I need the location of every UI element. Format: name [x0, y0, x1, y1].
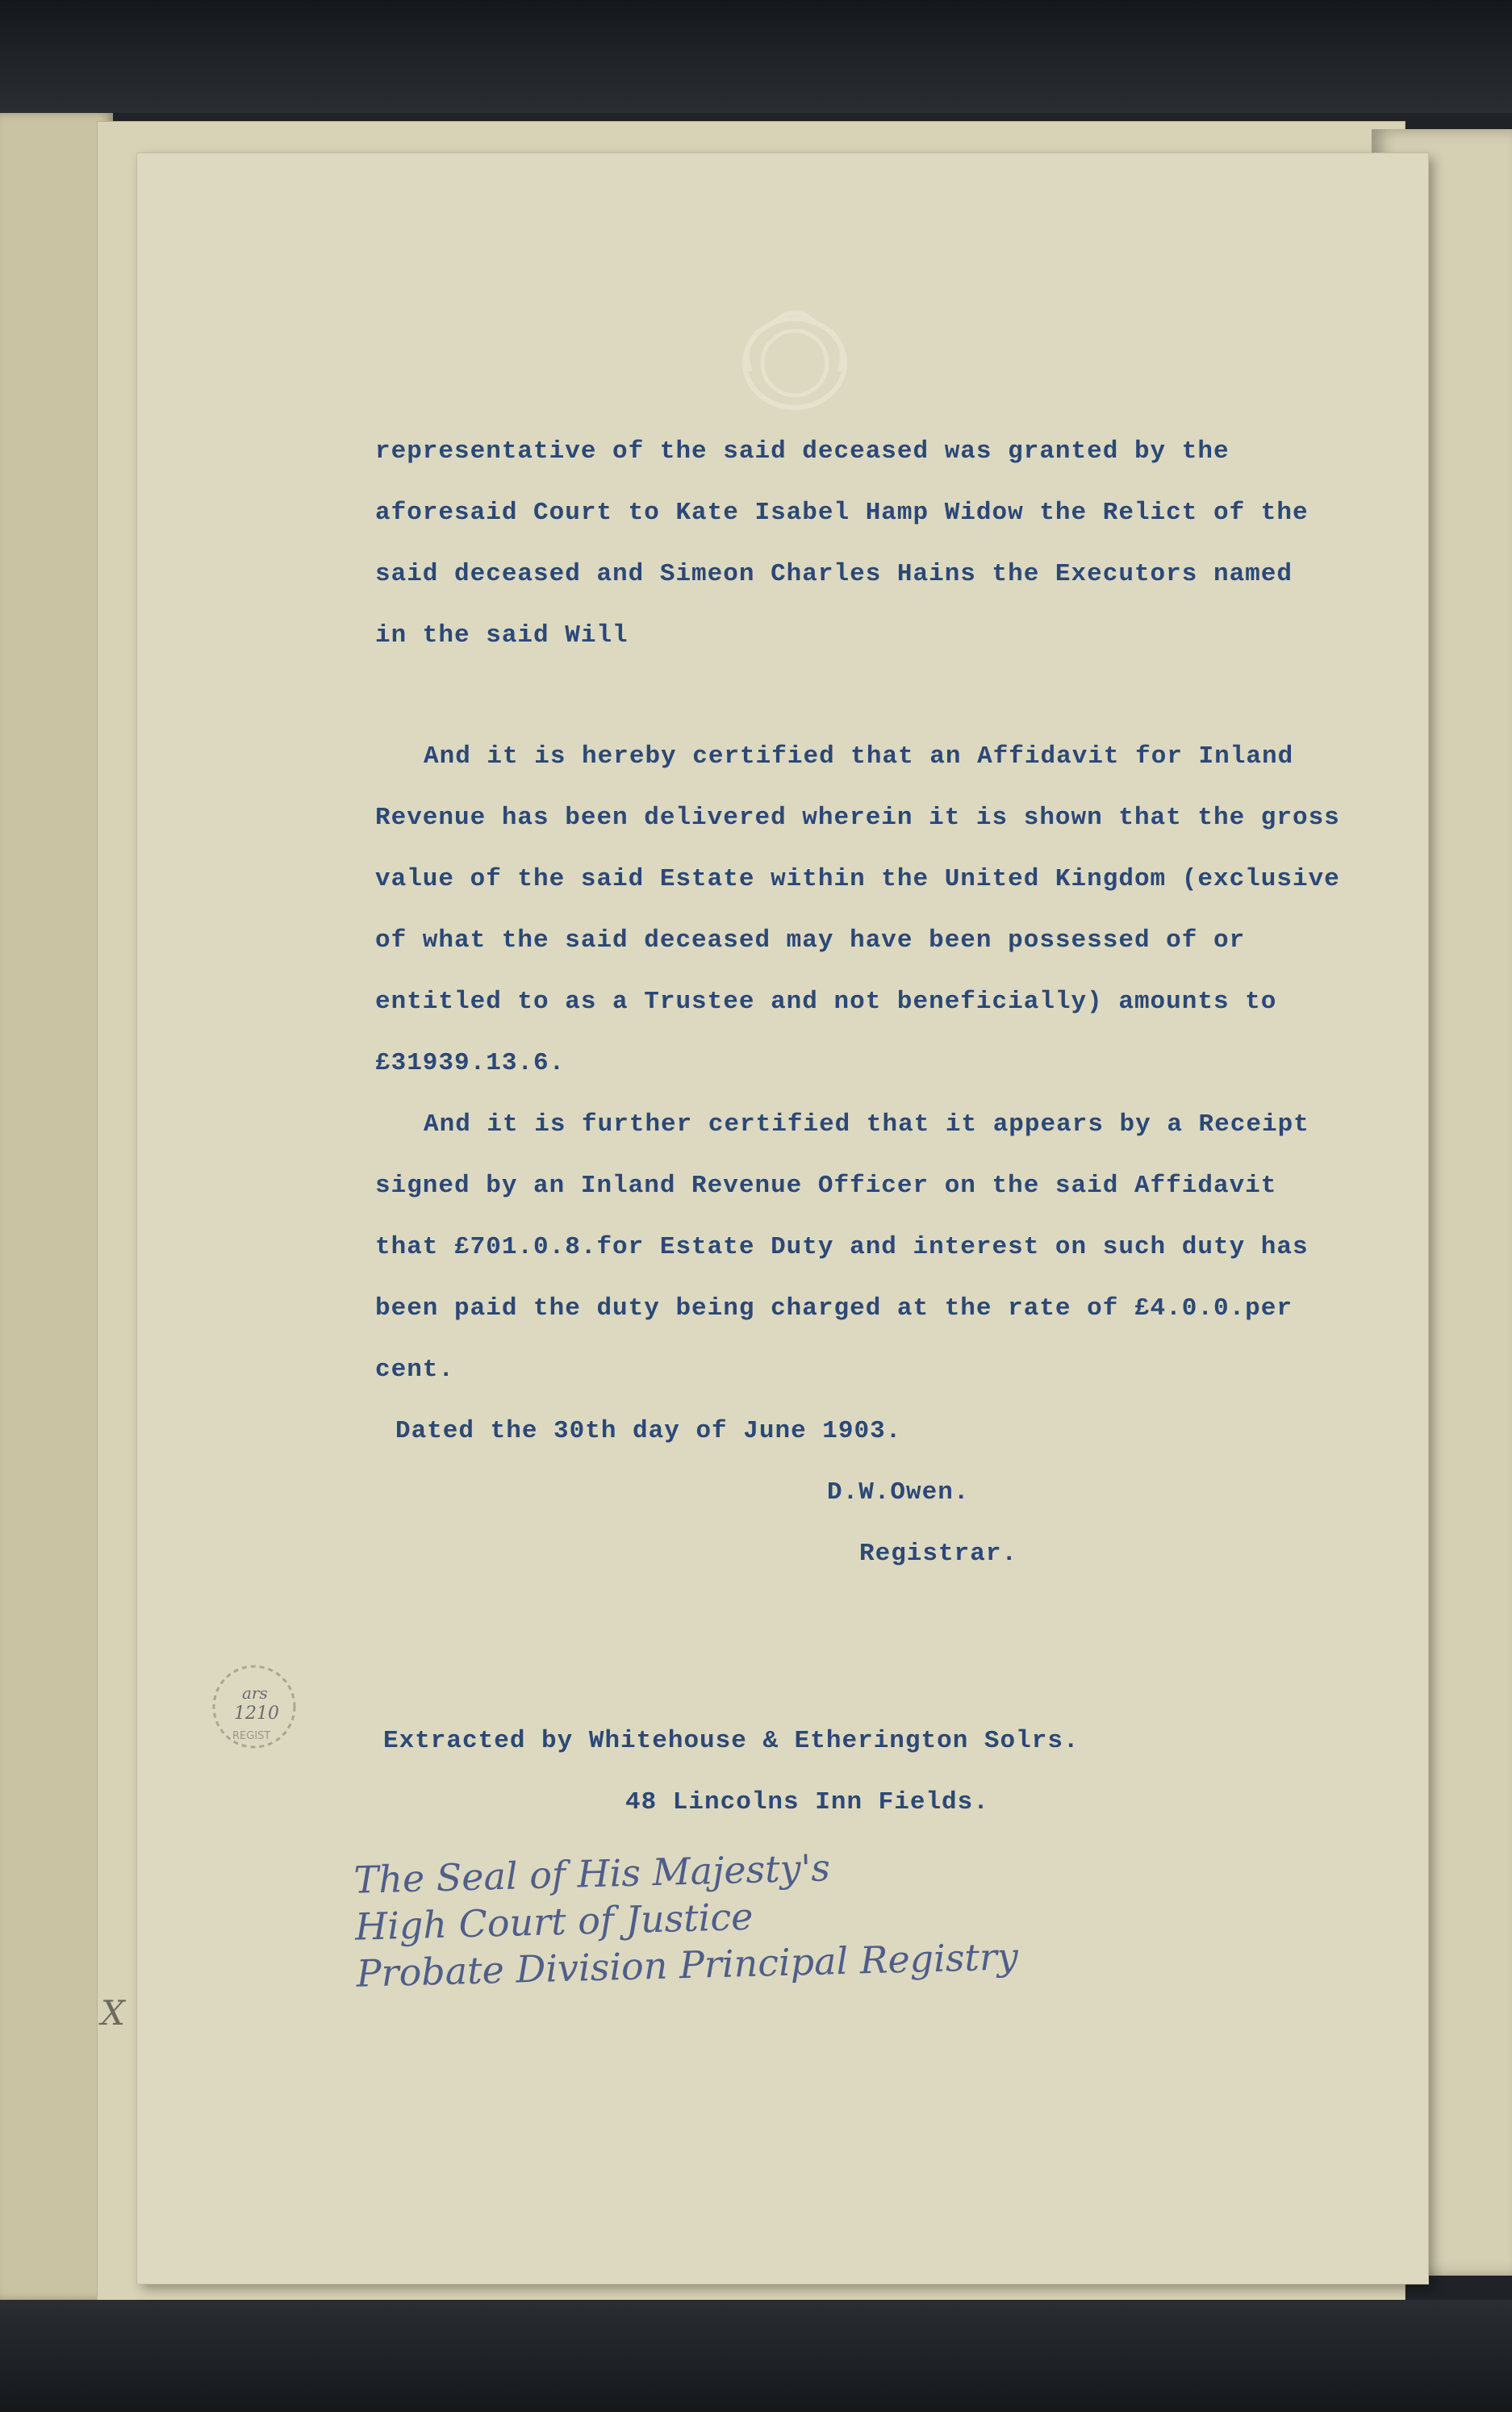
handwritten-seal-note — [353, 1839, 1019, 1996]
paragraph-2-line-2: Revenue has been delivered wherein it is shown that the gross — [375, 804, 1340, 832]
paragraph-1-line-2: aforesaid Court to Kate Isabel Hamp Widow the Relict of the — [375, 499, 1309, 527]
paragraph-2-line-5: entitled to as a Trustee and not beneficially) amounts to — [375, 988, 1277, 1016]
embossed-crest-icon — [726, 299, 863, 416]
paragraph-3-line-2: signed by an Inland Revenue Officer on the said Affidavit — [375, 1172, 1277, 1200]
handwritten-line-2: High Court of Justice — [354, 1894, 754, 1949]
extracted-by-line: Extracted by Whitehouse & Etherington Solrs. — [383, 1727, 1080, 1755]
book-binding-bottom — [0, 2300, 1512, 2412]
paragraph-3-line-4: been paid the duty being charged at the rate of £4.0.0.per — [375, 1294, 1293, 1323]
handwritten-line-1: The Seal of His Majesty's — [353, 1846, 831, 1902]
paragraph-2-line-3: value of the said Estate within the United Kingdom (exclusive — [375, 865, 1340, 893]
paragraph-3-line-5: cent. — [375, 1356, 455, 1384]
paragraph-3-line-3: that £701.0.8.for Estate Duty and interest on such duty has — [375, 1233, 1309, 1261]
registry-stamp-icon — [210, 1662, 299, 1751]
svg-text:REGIST: REGIST — [232, 1730, 271, 1742]
paragraph-2-line-4: of what the said deceased may have been possessed of or — [375, 926, 1246, 955]
solicitor-address: 48 Lincolns Inn Fields. — [625, 1788, 989, 1816]
registrar-name: D.W.Owen. — [827, 1478, 970, 1507]
handwritten-line-3: Probate Division Principal Registry — [355, 1934, 1019, 1996]
paragraph-1-line-1: representative of the said deceased was granted by the — [375, 437, 1230, 466]
svg-text:ars: ars — [242, 1683, 268, 1703]
gross-value-amount: £31939.13.6. — [375, 1049, 566, 1077]
book-binding-top — [0, 0, 1512, 113]
book-board-left — [0, 113, 113, 2300]
document-page — [137, 153, 1428, 2284]
paragraph-1-line-3: said deceased and Simeon Charles Hains the Executors named — [375, 560, 1293, 588]
registrar-title: Registrar. — [859, 1540, 1018, 1568]
dated-line: Dated the 30th day of June 1903. — [395, 1417, 902, 1445]
paragraph-3-line-1: And it is further certified that it appears by a Receipt — [424, 1110, 1309, 1139]
margin-mark: X — [101, 1993, 125, 2033]
paragraph-2-line-1: And it is hereby certified that an Affidavit for Inland — [424, 742, 1294, 771]
paragraph-1-line-4: in the said Will — [375, 621, 629, 650]
svg-text:1210: 1210 — [234, 1703, 279, 1724]
